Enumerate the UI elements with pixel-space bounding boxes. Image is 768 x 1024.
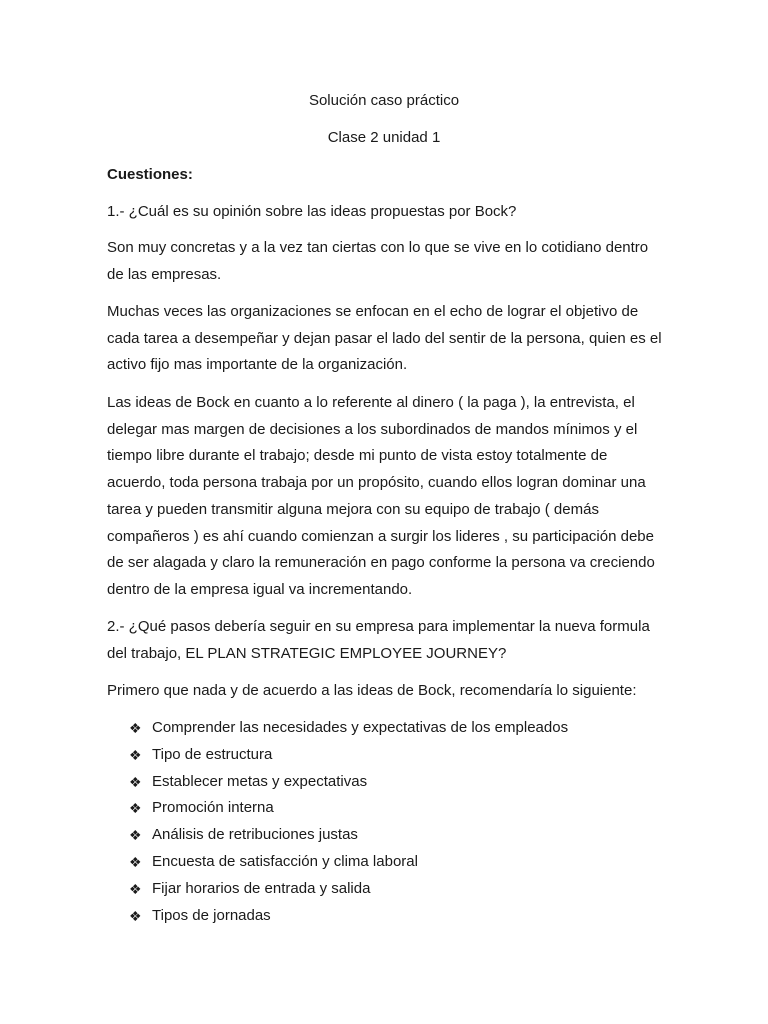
diamond-bullet-icon: ❖ bbox=[129, 880, 142, 897]
list-item bbox=[129, 745, 568, 772]
diamond-bullet-icon: ❖ bbox=[129, 907, 142, 924]
diamond-bullet-icon: ❖ bbox=[129, 746, 142, 763]
recommendations-list bbox=[129, 718, 568, 932]
list-item-text: Fijar horarios de entrada y salida bbox=[152, 879, 371, 897]
list-item-text: Comprender las necesidades y expectativas de los empleados bbox=[152, 719, 569, 736]
list-item bbox=[129, 798, 568, 825]
diamond-bullet-icon: ❖ bbox=[129, 827, 142, 844]
list-item bbox=[129, 852, 568, 879]
answer-paragraph-1: Son muy concretas y a la vez tan ciertas con lo que se vive en lo cotidiano dentro de las empresas. bbox=[107, 239, 649, 283]
list-item bbox=[129, 906, 568, 933]
list-item-text: Tipo de estructura bbox=[152, 745, 273, 763]
answer-paragraph-2: Muchas veces las organizaciones se enfocan en el echo de lograr el objetivo de cada tarea a desempeñar y dejan pasar el lado del sentir de la persona, quien es el activo fijo mas importante de la organización. bbox=[107, 303, 662, 374]
document-subtitle: Clase 2 unidad 1 bbox=[327, 129, 441, 146]
list-item bbox=[129, 825, 568, 852]
diamond-bullet-icon: ❖ bbox=[129, 800, 142, 817]
list-item-text: Tipos de jornadas bbox=[152, 906, 271, 924]
list-item bbox=[129, 718, 568, 745]
list-item-text: Encuesta de satisfacción y clima laboral bbox=[152, 852, 418, 870]
list-item bbox=[129, 879, 568, 906]
list-item-text: Promoción interna bbox=[152, 799, 274, 817]
list-item-text: Análisis de retribuciones justas bbox=[152, 826, 358, 844]
question-2: 2.- ¿Qué pasos debería seguir en su empresa para implementar la nueva formula del trabajo, EL PLAN STRATEGIC EMPLOYEE JOURNEY? bbox=[107, 618, 650, 662]
list-item-text: Establecer metas y expectativas bbox=[152, 772, 368, 790]
list-item bbox=[129, 772, 568, 799]
document-title: Solución caso práctico bbox=[308, 92, 460, 109]
diamond-bullet-icon: ❖ bbox=[129, 853, 142, 870]
answer-paragraph-3: Las ideas de Bock en cuanto a lo referente al dinero ( la paga ), la entrevista, el delegar mas margen de decisiones a los subordinados de mandos mínimos y el tiempo libre durante el trabajo; desde mi punto de vista estoy totalmente de acuerdo, toda persona trabaja por un propósito, cuando ellos logran dominar una tarea y pueden transmitir alguna mejora con su equipo de trabajo ( demás compañeros ) es ahí cuando comienzan a surgir los lideres , su participación debe de ser alagada y claro la remuneración en pago conforme la persona va creciendo dentro de la empresa igual va incrementando. bbox=[107, 394, 655, 598]
diamond-bullet-icon: ❖ bbox=[129, 773, 142, 790]
diamond-bullet-icon: ❖ bbox=[129, 720, 142, 736]
question-1: 1.- ¿Cuál es su opinión sobre las ideas propuestas por Bock? bbox=[107, 203, 517, 220]
section-heading: Cuestiones: bbox=[107, 166, 193, 183]
answer-paragraph-4: Primero que nada y de acuerdo a las ideas de Bock, recomendaría lo siguiente: bbox=[107, 682, 637, 699]
